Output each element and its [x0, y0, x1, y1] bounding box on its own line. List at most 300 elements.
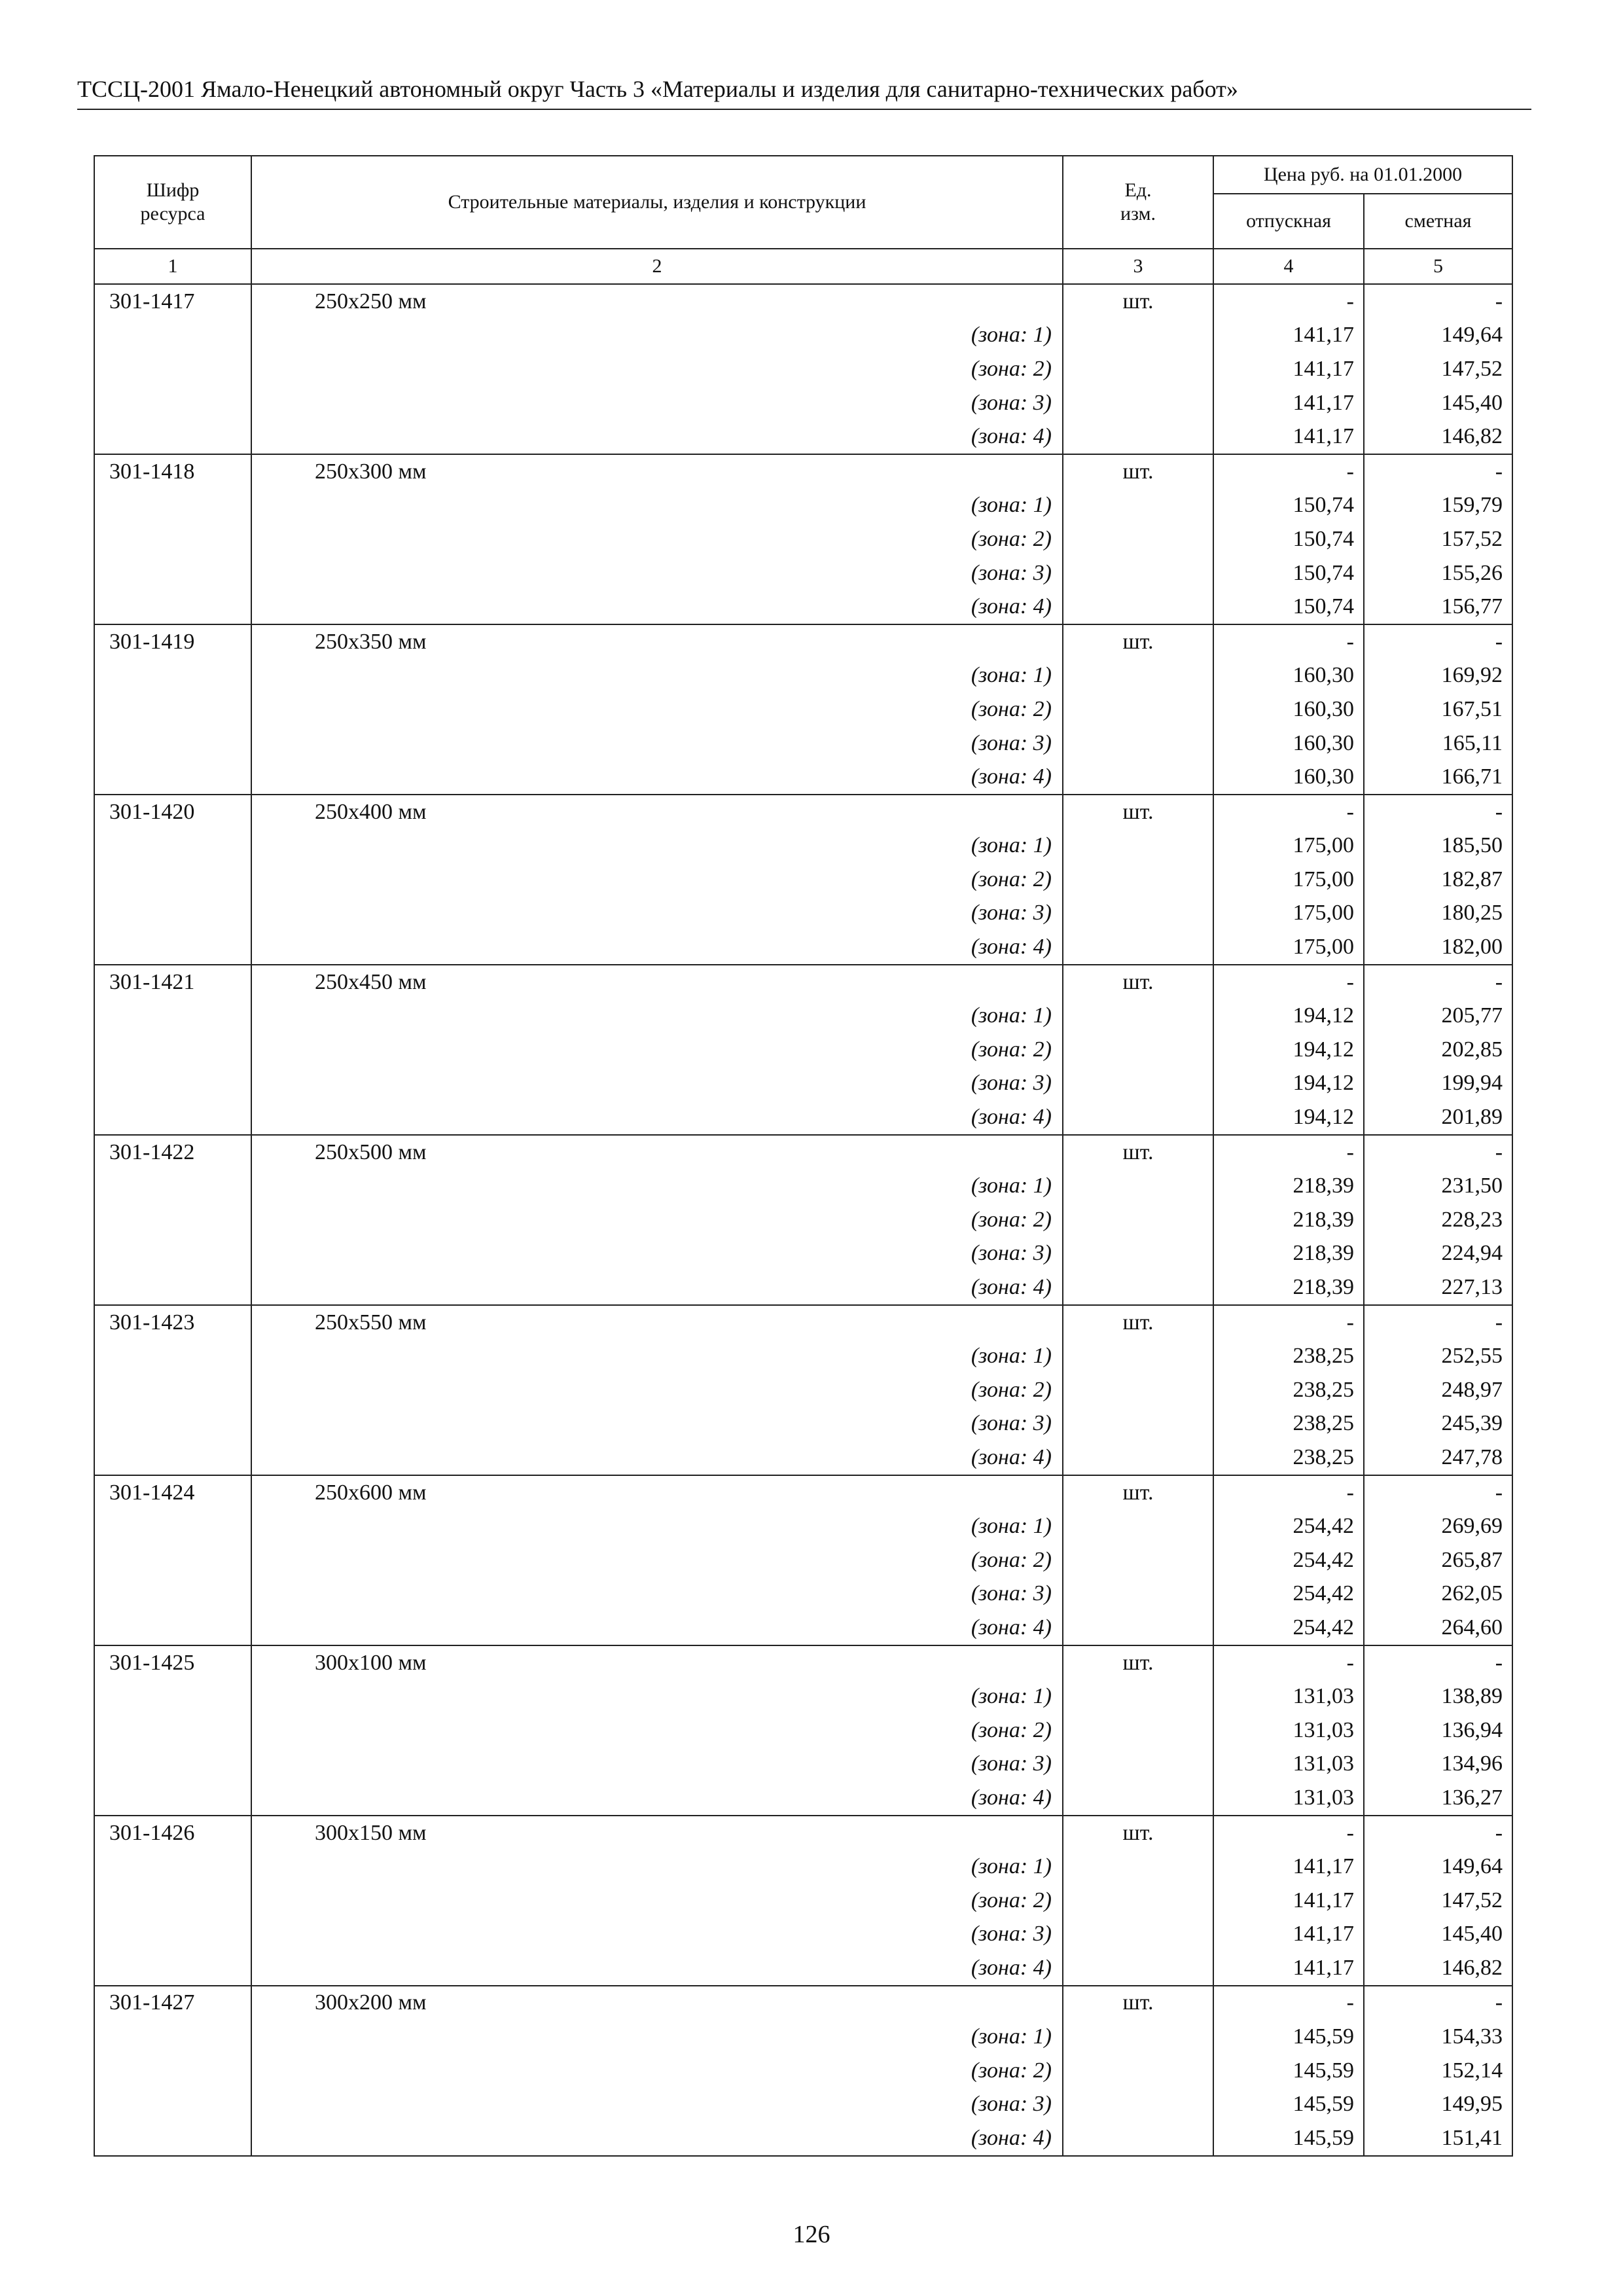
zone-unit-cell [1063, 659, 1213, 693]
estimate-price: - [1364, 1475, 1512, 1510]
estimate-price: - [1364, 1645, 1512, 1680]
zone-estimate-price: 151,41 [1364, 2121, 1512, 2156]
estimate-price: - [1364, 965, 1512, 999]
resource-code: 301-1420 [94, 795, 251, 829]
zone-estimate-price: 166,71 [1364, 760, 1512, 795]
zone-estimate-price: 201,89 [1364, 1100, 1512, 1135]
zone-row [94, 1407, 1512, 1441]
zone-row [94, 2054, 1512, 2088]
zone-code-cell [94, 1951, 251, 1986]
zone-code-cell [94, 897, 251, 931]
resource-unit: шт. [1063, 284, 1213, 319]
resource-row [94, 1986, 1512, 2020]
zone-label: (зона: 4) [251, 930, 1063, 965]
zone-label: (зона: 2) [251, 522, 1063, 556]
zone-release-price: 238,25 [1213, 1373, 1364, 1407]
release-price: - [1213, 454, 1364, 489]
zone-unit-cell [1063, 1781, 1213, 1816]
zone-label: (зона: 2) [251, 863, 1063, 897]
zone-row [94, 999, 1512, 1033]
zone-unit-cell [1063, 930, 1213, 965]
zone-label: (зона: 1) [251, 1679, 1063, 1713]
zone-label: (зона: 4) [251, 1270, 1063, 1305]
zone-unit-cell [1063, 760, 1213, 795]
zone-unit-cell [1063, 522, 1213, 556]
resource-row [94, 284, 1512, 319]
zone-unit-cell [1063, 1679, 1213, 1713]
zone-estimate-price: 155,26 [1364, 556, 1512, 590]
zone-release-price: 131,03 [1213, 1781, 1364, 1816]
zone-row [94, 1509, 1512, 1543]
header-name: Строительные материалы, изделия и конструкции [251, 156, 1063, 249]
zone-label: (зона: 4) [251, 420, 1063, 454]
release-price: - [1213, 795, 1364, 829]
zone-code-cell [94, 692, 251, 726]
zone-code-cell [94, 1543, 251, 1577]
zone-code-cell [94, 1781, 251, 1816]
zone-row [94, 1203, 1512, 1237]
zone-code-cell [94, 1748, 251, 1782]
zone-label: (зона: 2) [251, 1713, 1063, 1748]
zone-row [94, 420, 1512, 454]
zone-code-cell [94, 319, 251, 353]
resource-group [94, 1135, 1512, 1305]
zone-label: (зона: 3) [251, 1577, 1063, 1611]
zone-release-price: 145,59 [1213, 2054, 1364, 2088]
zone-code-cell [94, 352, 251, 386]
zone-row [94, 1577, 1512, 1611]
zone-unit-cell [1063, 1067, 1213, 1101]
release-price: - [1213, 1475, 1364, 1510]
resource-name: 250x350 мм [251, 624, 1063, 659]
zone-release-price: 254,42 [1213, 1611, 1364, 1645]
zone-label: (зона: 1) [251, 2020, 1063, 2054]
zone-label: (зона: 3) [251, 2087, 1063, 2121]
zone-release-price: 141,17 [1213, 1918, 1364, 1952]
zone-code-cell [94, 1509, 251, 1543]
zone-code-cell [94, 1577, 251, 1611]
resource-unit: шт. [1063, 965, 1213, 999]
resource-row [94, 795, 1512, 829]
zone-estimate-price: 147,52 [1364, 352, 1512, 386]
zone-release-price: 160,30 [1213, 692, 1364, 726]
zone-release-price: 145,59 [1213, 2121, 1364, 2156]
page-header: ТССЦ-2001 Ямало-Ненецкий автономный округ Часть 3 «Материалы и изделия для санитарно-технических работ» [77, 73, 1531, 110]
zone-unit-cell [1063, 1169, 1213, 1203]
zone-unit-cell [1063, 1918, 1213, 1952]
resource-row [94, 1135, 1512, 1170]
zone-code-cell [94, 863, 251, 897]
zone-row [94, 2121, 1512, 2156]
zone-label: (зона: 1) [251, 1509, 1063, 1543]
zone-release-price: 145,59 [1213, 2087, 1364, 2121]
zone-release-price: 141,17 [1213, 386, 1364, 420]
header-unit-label: Ед. изм. [1120, 179, 1156, 224]
zone-code-cell [94, 1850, 251, 1884]
zone-code-cell [94, 1373, 251, 1407]
column-number: 2 [251, 249, 1063, 284]
zone-code-cell [94, 2020, 251, 2054]
zone-row [94, 760, 1512, 795]
zone-unit-cell [1063, 1373, 1213, 1407]
zone-estimate-price: 265,87 [1364, 1543, 1512, 1577]
zone-label: (зона: 1) [251, 829, 1063, 863]
zone-estimate-price: 134,96 [1364, 1748, 1512, 1782]
zone-unit-cell [1063, 1033, 1213, 1067]
zone-row [94, 1543, 1512, 1577]
zone-release-price: 131,03 [1213, 1748, 1364, 1782]
page-number: 126 [793, 2221, 830, 2248]
zone-code-cell [94, 1270, 251, 1305]
release-price: - [1213, 965, 1364, 999]
resource-code: 301-1419 [94, 624, 251, 659]
zone-label: (зона: 3) [251, 726, 1063, 761]
zone-unit-cell [1063, 1339, 1213, 1373]
zone-label: (зона: 4) [251, 1441, 1063, 1475]
release-price: - [1213, 1135, 1364, 1170]
zone-release-price: 254,42 [1213, 1577, 1364, 1611]
zone-code-cell [94, 1407, 251, 1441]
zone-row [94, 1067, 1512, 1101]
zone-label: (зона: 2) [251, 2054, 1063, 2088]
zone-row [94, 659, 1512, 693]
zone-label: (зона: 4) [251, 1781, 1063, 1816]
zone-estimate-price: 149,64 [1364, 1850, 1512, 1884]
zone-code-cell [94, 1033, 251, 1067]
zone-release-price: 141,17 [1213, 352, 1364, 386]
zone-estimate-price: 157,52 [1364, 522, 1512, 556]
resource-unit: шт. [1063, 795, 1213, 829]
zone-unit-cell [1063, 1713, 1213, 1748]
zone-unit-cell [1063, 1543, 1213, 1577]
zone-estimate-price: 145,40 [1364, 386, 1512, 420]
resource-code: 301-1425 [94, 1645, 251, 1680]
header-release: отпускная [1213, 194, 1364, 249]
zone-estimate-price: 231,50 [1364, 1169, 1512, 1203]
zone-unit-cell [1063, 1884, 1213, 1918]
zone-row [94, 1850, 1512, 1884]
zone-estimate-price: 182,87 [1364, 863, 1512, 897]
resource-unit: шт. [1063, 1645, 1213, 1680]
zone-unit-cell [1063, 556, 1213, 590]
zone-label: (зона: 4) [251, 2121, 1063, 2156]
zone-unit-cell [1063, 1100, 1213, 1135]
zone-row [94, 1918, 1512, 1952]
resource-code: 301-1423 [94, 1305, 251, 1340]
resource-row [94, 1305, 1512, 1340]
resource-unit: шт. [1063, 1305, 1213, 1340]
zone-row [94, 590, 1512, 624]
zone-release-price: 141,17 [1213, 1884, 1364, 1918]
estimate-price: - [1364, 1816, 1512, 1850]
zone-code-cell [94, 760, 251, 795]
zone-label: (зона: 2) [251, 692, 1063, 726]
zone-unit-cell [1063, 1611, 1213, 1645]
zone-unit-cell [1063, 2020, 1213, 2054]
zone-release-price: 194,12 [1213, 1100, 1364, 1135]
resource-name: 300x200 мм [251, 1986, 1063, 2020]
zone-estimate-price: 199,94 [1364, 1067, 1512, 1101]
zone-label: (зона: 1) [251, 1339, 1063, 1373]
zone-label: (зона: 2) [251, 1203, 1063, 1237]
zone-row [94, 1713, 1512, 1748]
zone-estimate-price: 224,94 [1364, 1237, 1512, 1271]
zone-unit-cell [1063, 319, 1213, 353]
zone-estimate-price: 202,85 [1364, 1033, 1512, 1067]
zone-estimate-price: 154,33 [1364, 2020, 1512, 2054]
zone-release-price: 194,12 [1213, 999, 1364, 1033]
resource-code: 301-1427 [94, 1986, 251, 2020]
zone-row [94, 1884, 1512, 1918]
zone-code-cell [94, 590, 251, 624]
zone-estimate-price: 262,05 [1364, 1577, 1512, 1611]
release-price: - [1213, 1986, 1364, 2020]
zone-code-cell [94, 1237, 251, 1271]
zone-code-cell [94, 1169, 251, 1203]
zone-row [94, 1169, 1512, 1203]
zone-estimate-price: 182,00 [1364, 930, 1512, 965]
zone-row [94, 1611, 1512, 1645]
zone-release-price: 150,74 [1213, 556, 1364, 590]
resource-name: 250x450 мм [251, 965, 1063, 999]
zone-label: (зона: 3) [251, 1067, 1063, 1101]
zone-code-cell [94, 1067, 251, 1101]
zone-code-cell [94, 556, 251, 590]
resource-code: 301-1418 [94, 454, 251, 489]
zone-row [94, 1373, 1512, 1407]
zone-label: (зона: 2) [251, 1033, 1063, 1067]
resource-code: 301-1422 [94, 1135, 251, 1170]
zone-label: (зона: 1) [251, 659, 1063, 693]
zone-unit-cell [1063, 1748, 1213, 1782]
zone-label: (зона: 4) [251, 1100, 1063, 1135]
header-code [94, 156, 251, 249]
zone-row [94, 556, 1512, 590]
resource-unit: шт. [1063, 1816, 1213, 1850]
zone-release-price: 175,00 [1213, 897, 1364, 931]
zone-estimate-price: 146,82 [1364, 1951, 1512, 1986]
resource-code: 301-1417 [94, 284, 251, 319]
zone-estimate-price: 165,11 [1364, 726, 1512, 761]
zone-unit-cell [1063, 352, 1213, 386]
zone-estimate-price: 205,77 [1364, 999, 1512, 1033]
zone-code-cell [94, 386, 251, 420]
resource-name: 250x500 мм [251, 1135, 1063, 1170]
resource-group [94, 1986, 1512, 2156]
estimate-price: - [1364, 1305, 1512, 1340]
zone-code-cell [94, 1203, 251, 1237]
zone-release-price: 141,17 [1213, 1951, 1364, 1986]
resource-row [94, 1816, 1512, 1850]
zone-label: (зона: 2) [251, 352, 1063, 386]
zone-estimate-price: 269,69 [1364, 1509, 1512, 1543]
zone-label: (зона: 3) [251, 1748, 1063, 1782]
resource-code: 301-1424 [94, 1475, 251, 1510]
estimate-price: - [1364, 284, 1512, 319]
zone-code-cell [94, 1679, 251, 1713]
resource-code: 301-1426 [94, 1816, 251, 1850]
zone-release-price: 175,00 [1213, 829, 1364, 863]
zone-code-cell [94, 1918, 251, 1952]
zone-unit-cell [1063, 692, 1213, 726]
zone-release-price: 150,74 [1213, 522, 1364, 556]
zone-code-cell [94, 2087, 251, 2121]
zone-row [94, 1679, 1512, 1713]
zone-unit-cell [1063, 1509, 1213, 1543]
resource-group [94, 454, 1512, 624]
zone-code-cell [94, 726, 251, 761]
zone-release-price: 254,42 [1213, 1509, 1364, 1543]
resource-group [94, 284, 1512, 454]
zone-estimate-price: 136,27 [1364, 1781, 1512, 1816]
resource-name: 250x550 мм [251, 1305, 1063, 1340]
zone-code-cell [94, 420, 251, 454]
zone-unit-cell [1063, 1407, 1213, 1441]
zone-release-price: 218,39 [1213, 1203, 1364, 1237]
zone-release-price: 131,03 [1213, 1713, 1364, 1748]
zone-row [94, 863, 1512, 897]
zone-release-price: 218,39 [1213, 1270, 1364, 1305]
zone-release-price: 175,00 [1213, 863, 1364, 897]
zone-label: (зона: 3) [251, 897, 1063, 931]
zone-unit-cell [1063, 897, 1213, 931]
zone-row [94, 2087, 1512, 2121]
zone-release-price: 194,12 [1213, 1033, 1364, 1067]
zone-unit-cell [1063, 726, 1213, 761]
resource-group [94, 624, 1512, 795]
zone-code-cell [94, 1611, 251, 1645]
resource-group [94, 1305, 1512, 1475]
zone-row [94, 1748, 1512, 1782]
zone-estimate-price: 252,55 [1364, 1339, 1512, 1373]
zone-unit-cell [1063, 590, 1213, 624]
zone-row [94, 386, 1512, 420]
zone-code-cell [94, 489, 251, 523]
zone-estimate-price: 149,95 [1364, 2087, 1512, 2121]
zone-row [94, 1033, 1512, 1067]
zone-code-cell [94, 522, 251, 556]
resource-unit: шт. [1063, 624, 1213, 659]
zone-release-price: 160,30 [1213, 726, 1364, 761]
zone-release-price: 160,30 [1213, 659, 1364, 693]
zone-label: (зона: 1) [251, 1169, 1063, 1203]
zone-estimate-price: 180,25 [1364, 897, 1512, 931]
header-code-label: Шифр ресурса [140, 179, 205, 224]
zone-label: (зона: 3) [251, 386, 1063, 420]
zone-release-price: 238,25 [1213, 1407, 1364, 1441]
column-number: 5 [1364, 249, 1512, 284]
estimate-price: - [1364, 454, 1512, 489]
zone-unit-cell [1063, 2087, 1213, 2121]
column-number-row [94, 249, 1512, 284]
resource-group [94, 1475, 1512, 1645]
zone-row [94, 2020, 1512, 2054]
zone-label: (зона: 4) [251, 1611, 1063, 1645]
zone-release-price: 141,17 [1213, 420, 1364, 454]
resource-name: 300x100 мм [251, 1645, 1063, 1680]
zone-estimate-price: 248,97 [1364, 1373, 1512, 1407]
estimate-price: - [1364, 1135, 1512, 1170]
zone-row [94, 829, 1512, 863]
zone-unit-cell [1063, 863, 1213, 897]
zone-release-price: 218,39 [1213, 1169, 1364, 1203]
resource-name: 250x600 мм [251, 1475, 1063, 1510]
zone-release-price: 141,17 [1213, 1850, 1364, 1884]
header-unit [1063, 156, 1213, 249]
resource-name: 250x400 мм [251, 795, 1063, 829]
resource-unit: шт. [1063, 1475, 1213, 1510]
zone-estimate-price: 146,82 [1364, 420, 1512, 454]
zone-label: (зона: 1) [251, 999, 1063, 1033]
release-price: - [1213, 284, 1364, 319]
zone-code-cell [94, 2121, 251, 2156]
estimate-price: - [1364, 795, 1512, 829]
zone-label: (зона: 4) [251, 590, 1063, 624]
resource-row [94, 965, 1512, 999]
zone-estimate-price: 228,23 [1364, 1203, 1512, 1237]
zone-code-cell [94, 1441, 251, 1475]
header-estimate: сметная [1364, 194, 1512, 249]
zone-release-price: 175,00 [1213, 930, 1364, 965]
zone-label: (зона: 1) [251, 1850, 1063, 1884]
zone-unit-cell [1063, 420, 1213, 454]
release-price: - [1213, 1305, 1364, 1340]
zone-estimate-price: 156,77 [1364, 590, 1512, 624]
zone-unit-cell [1063, 1577, 1213, 1611]
zone-code-cell [94, 2054, 251, 2088]
resource-unit: шт. [1063, 1986, 1213, 2020]
zone-row [94, 522, 1512, 556]
resource-group [94, 795, 1512, 965]
zone-code-cell [94, 930, 251, 965]
resource-row [94, 624, 1512, 659]
zone-unit-cell [1063, 1270, 1213, 1305]
zone-unit-cell [1063, 2054, 1213, 2088]
release-price: - [1213, 1645, 1364, 1680]
zone-release-price: 145,59 [1213, 2020, 1364, 2054]
zone-estimate-price: 159,79 [1364, 489, 1512, 523]
zone-label: (зона: 1) [251, 319, 1063, 353]
zone-estimate-price: 152,14 [1364, 2054, 1512, 2088]
zone-estimate-price: 264,60 [1364, 1611, 1512, 1645]
resource-code: 301-1421 [94, 965, 251, 999]
zone-row [94, 1951, 1512, 1986]
zone-unit-cell [1063, 386, 1213, 420]
zone-estimate-price: 245,39 [1364, 1407, 1512, 1441]
zone-unit-cell [1063, 829, 1213, 863]
zone-label: (зона: 3) [251, 556, 1063, 590]
resource-name: 250x300 мм [251, 454, 1063, 489]
resource-row [94, 1645, 1512, 1680]
zone-label: (зона: 3) [251, 1918, 1063, 1952]
zone-row [94, 1100, 1512, 1135]
zone-estimate-price: 247,78 [1364, 1441, 1512, 1475]
zone-row [94, 1441, 1512, 1475]
zone-unit-cell [1063, 1850, 1213, 1884]
zone-row [94, 352, 1512, 386]
zone-estimate-price: 136,94 [1364, 1713, 1512, 1748]
zone-label: (зона: 3) [251, 1237, 1063, 1271]
zone-row [94, 489, 1512, 523]
zone-unit-cell [1063, 489, 1213, 523]
zone-unit-cell [1063, 2121, 1213, 2156]
zone-release-price: 131,03 [1213, 1679, 1364, 1713]
resource-name: 250x250 мм [251, 284, 1063, 319]
zone-code-cell [94, 829, 251, 863]
zone-row [94, 692, 1512, 726]
zone-row [94, 1270, 1512, 1305]
release-price: - [1213, 624, 1364, 659]
